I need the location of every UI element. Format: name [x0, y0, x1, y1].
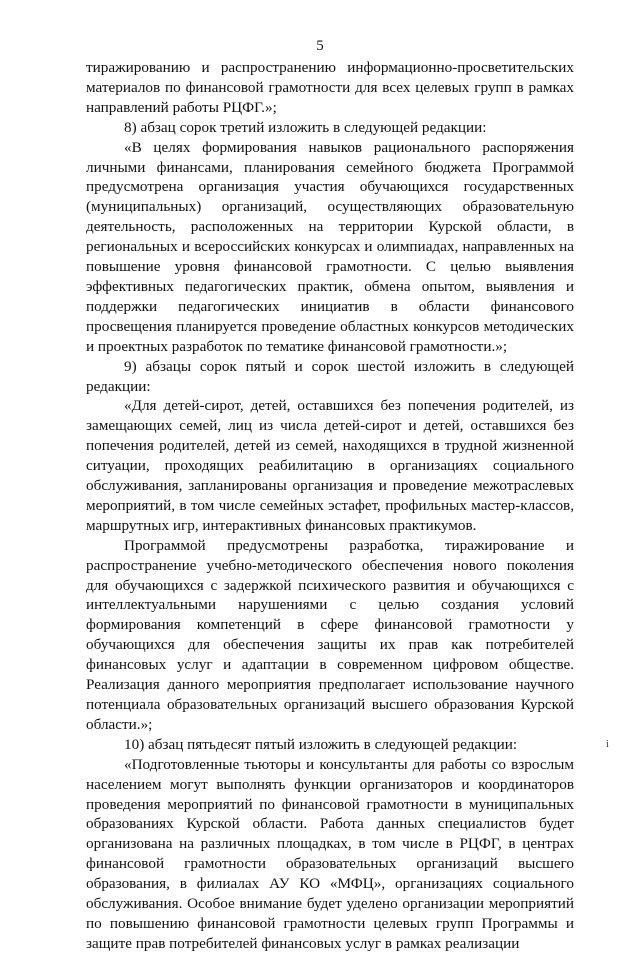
amendment-text-10: «Подготовленные тьюторы и консультанты для работы со взрослым населением могут выполнять функции организаторов и координаторов проведения мероприятий по финансовой грамотности в муниципальных образованиях Курской области. Работа данных специалистов будет организована на различных площадках, в том числе в РЦФГ, в центрах финансовой грамотности образовательных организаций высшего образования, в филиалах АУ КО «МФЦ», организациях социального обслуживания. Особое внимание будет уделено организации мероприятий по повышению финансовой грамотности целевых групп Программы и защите прав потребителей финансовых услуг в рамках реализации	[86, 755, 574, 952]
amendment-text-9-part-1: «Для детей-сирот, детей, оставшихся без попечения родителей, из замещающих семей, лиц из числа детей-сирот и детей, оставшихся без попечения родителей, детей из семей, находящихся в трудной жизненной ситуации, проходящих реабилитацию в организациях социального обслуживания, запланированы организация и проведение межотраслевых мероприятий, в том числе семейных эстафет, профильных мастер-классов, маршрутных игр, интерактивных финансовых практикумов.	[86, 397, 574, 534]
amendment-item-9: 9) абзацы сорок пятый и сорок шестой изложить в следующей редакции:	[86, 357, 574, 395]
amendment-item-8: 8) абзац сорок третий изложить в следующей редакции:	[124, 118, 487, 136]
amendment-item-10: 10) абзац пятьдесят пятый изложить в следующей редакции:	[124, 735, 518, 753]
document-body	[86, 58, 574, 954]
page-number: 5	[316, 38, 324, 54]
paragraph-continuation: тиражированию и распространению информационно-просветительских материалов по финансовой грамотности для всех целевых групп в рамках направлений работы РЦФГ.»;	[86, 59, 574, 116]
amendment-text-9-part-2: Программой предусмотрены разработка, тиражирование и распространение учебно-методического обеспечения нового поколения для обучающихся с задержкой психического развития и обучающихся с интеллектуальными нарушениями с целью создания условий формирования компетенций в сфере финансовой грамотности у обучающихся для обеспечения защиты их прав как потребителей финансовых услуг и адаптации в современном цифровом обществе. Реализация данного мероприятия предполагает использование научного потенциала образовательных организаций высшего образования Курской области.»;	[86, 536, 574, 733]
margin-mark: i	[606, 739, 609, 750]
amendment-text-8: «В целях формирования навыков рационального распоряжения личными финансами, планирования семейного бюджета Программой предусмотрена организация участия обучающихся государственных (муниципальных) организаций, осуществляющих образовательную деятельность, расположенных на территории Курской области, в региональных и всероссийских конкурсах и олимпиадах, направленных на повышение уровня финансовой грамотности. С целью выявления эффективных педагогических практик, обмена опытом, выявления и поддержки педагогических инициатив в области финансового просвещения планируется проведение областных конкурсов методических и проектных разработок по тематике финансовой грамотности.»;	[86, 138, 574, 355]
